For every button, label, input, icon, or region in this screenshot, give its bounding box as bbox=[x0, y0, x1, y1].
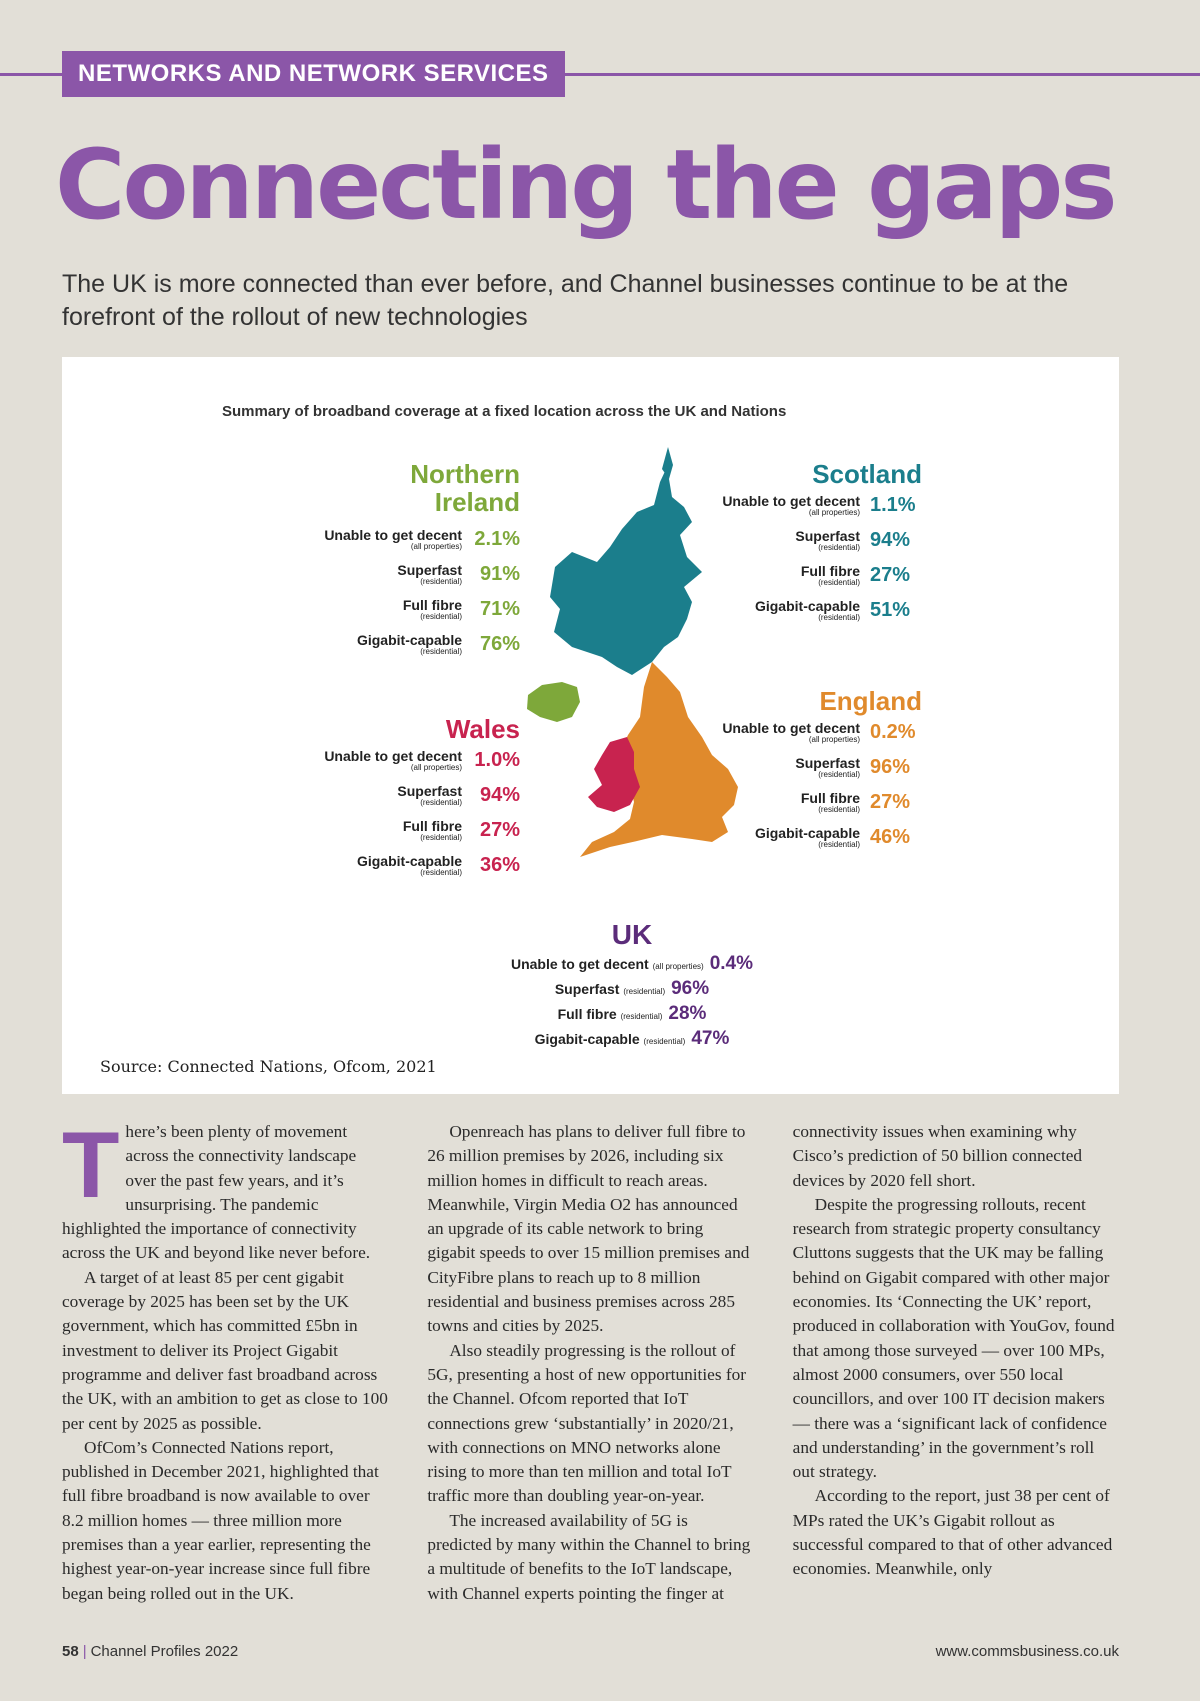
paragraph: Despite the progressing rollouts, recent research from strategic property consultancy Cluttons suggests that the UK may be falling behind on Gigabit compared with other major economies. Its ‘Connecting the UK’ report, produced in collaboration with YouGov, found that among those surveyed — over 100 MPs, almost 2000 consumers, over 550 local councillors, and over 100 IT decision makers — there was a ‘significant lack of confidence and understanding’ in the government’s roll out strategy. bbox=[792, 1194, 1115, 1482]
section-tag: NETWORKS AND NETWORK SERVICES bbox=[62, 51, 565, 97]
england-block bbox=[702, 687, 922, 855]
scotland-block bbox=[702, 460, 922, 628]
england-row-fullfibre: Full fibre (residential) 27% bbox=[702, 785, 922, 820]
paragraph: There’s been plenty of movement across the connectivity landscape over the past few years, and it’s unsurprising. The pandemic highlighted the importance of connectivity across the UK and beyond like never before. bbox=[62, 1112, 371, 1263]
scotland-row-unable: Unable to get decent (all properties) 1.1% bbox=[702, 488, 922, 523]
figure-source: Source: Connected Nations, Ofcom, 2021 bbox=[100, 1057, 437, 1076]
england-row-unable: Unable to get decent (all properties) 0.2% bbox=[702, 715, 922, 750]
england-superfast-value: 96% bbox=[870, 756, 911, 778]
paragraph: The increased availability of 5G is predicted by many within the Channel to bring a multitude of benefits to the IoT landscape, with Channel experts pointing the finger at connectivity issues when examining why Cisco’s prediction of 50 billion connected devices by 2020 fell short. bbox=[427, 1122, 1083, 1603]
ni-row-superfast: Superfast (residential) 91% bbox=[397, 562, 520, 586]
paragraph: OfCom’s Connected Nations report, published in December 2021, highlighted that full fibre broadband is now available to over 8.2 million homes — three million more premises than a year earlier, representing the highest year-on-year increase since full fibre began being rolled out in the UK. bbox=[62, 1437, 379, 1603]
footer-url[interactable]: www.commsbusiness.co.uk bbox=[935, 1643, 1119, 1660]
paragraph: A target of at least 85 per cent gigabit coverage by 2025 has been set by the UK government, which has committed £5bn in investment to deliver its Project Gigabit programme and deliver fast broadband across the UK, with an ambition to get as close to 100 per cent by 2025 as possible. bbox=[62, 1267, 388, 1433]
paragraph: Also steadily progressing is the rollout of 5G, presenting a host of new opportunities for the Channel. Ofcom reported that IoT connections grew ‘substantially’ in 2020/21, with connections on MNO networks alone rising to more than ten million and total IoT traffic more than doubling year-on-year. bbox=[427, 1340, 747, 1506]
wales-unable-value: 1.0% bbox=[474, 749, 520, 771]
england-fullfibre-value: 27% bbox=[870, 791, 911, 813]
uk-fullfibre-value: 28% bbox=[668, 1003, 707, 1024]
ni-name: Northern Ireland bbox=[410, 459, 520, 517]
ni-unable-value: 2.1% bbox=[474, 528, 520, 550]
coverage-figure bbox=[62, 357, 1119, 1094]
ni-row-gigabit: Gigabit-capable (residential) 76% bbox=[356, 632, 520, 656]
dropcap: T bbox=[62, 1112, 120, 1217]
wales-row-unable: Unable to get decent (all properties) 1.0% bbox=[324, 748, 520, 772]
england-unable-value: 0.2% bbox=[870, 721, 916, 743]
wales-name: Wales bbox=[445, 714, 520, 744]
scotland-fullfibre-value: 27% bbox=[870, 564, 911, 586]
wales-superfast-value: 94% bbox=[479, 784, 520, 806]
england-gigabit-value: 46% bbox=[870, 826, 911, 848]
northern-ireland-block bbox=[312, 460, 520, 662]
map-wales bbox=[588, 737, 640, 812]
ni-row-fullfibre: Full fibre (residential) 71% bbox=[402, 597, 520, 621]
england-name: England bbox=[819, 686, 922, 716]
wales-gigabit-value: 36% bbox=[479, 854, 520, 876]
ni-superfast-value: 91% bbox=[479, 563, 520, 585]
england-row-superfast: Superfast (residential) 96% bbox=[702, 750, 922, 785]
scotland-row-superfast: Superfast (residential) 94% bbox=[702, 523, 922, 558]
page-number: 58 bbox=[62, 1643, 79, 1660]
figure-title: Summary of broadband coverage at a fixed location across the UK and Nations bbox=[222, 403, 787, 420]
page-title: Connecting the gaps bbox=[55, 129, 1115, 241]
uk-name: UK bbox=[611, 919, 653, 950]
ni-gigabit-value: 76% bbox=[479, 633, 520, 655]
paragraph: According to the report, just 38 per cent of MPs rated the UK’s Gigabit rollout as successful compared to that of other advanced economies. Meanwhile, only bbox=[792, 1486, 1113, 1579]
map-northern-ireland bbox=[527, 682, 580, 722]
uk-block bbox=[422, 919, 842, 1051]
uk-row-unable: Unable to get decent (all properties) 0.4% bbox=[510, 953, 754, 974]
wales-row-fullfibre: Full fibre (residential) 27% bbox=[402, 818, 520, 842]
uk-row-fullfibre: Full fibre (residential) 28% bbox=[557, 1003, 707, 1024]
footer-left: 58 | Channel Profiles 2022 bbox=[62, 1643, 239, 1660]
scotland-superfast-value: 94% bbox=[870, 529, 911, 551]
map-scotland bbox=[550, 467, 702, 675]
ni-fullfibre-value: 71% bbox=[479, 598, 520, 620]
scotland-unable-value: 1.1% bbox=[870, 494, 916, 516]
uk-row-superfast: Superfast (residential) 96% bbox=[554, 978, 710, 999]
article-body bbox=[62, 1112, 1119, 1610]
uk-unable-value: 0.4% bbox=[709, 953, 754, 974]
subtitle: The UK is more connected than ever before, and Channel businesses continue to be at the forefront of the rollout of new technologies bbox=[62, 270, 1069, 331]
wales-row-gigabit: Gigabit-capable (residential) 36% bbox=[356, 853, 520, 877]
ni-row-unable: Unable to get decent (all properties) 2.1% bbox=[324, 527, 520, 551]
scotland-row-fullfibre: Full fibre (residential) 27% bbox=[702, 558, 922, 593]
scotland-row-gigabit: Gigabit-capable (residential) 51% bbox=[702, 593, 922, 628]
wales-row-superfast: Superfast (residential) 94% bbox=[397, 783, 520, 807]
publication-name: Channel Profiles 2022 bbox=[90, 1643, 239, 1660]
wales-fullfibre-value: 27% bbox=[479, 819, 520, 841]
scotland-gigabit-value: 51% bbox=[870, 599, 911, 621]
scotland-name: Scotland bbox=[812, 459, 922, 489]
uk-gigabit-value: 47% bbox=[691, 1028, 730, 1049]
paragraph: Openreach has plans to deliver full fibre to 26 million premises by 2026, including six million homes in difficult to reach areas. Meanwhile, Virgin Media O2 has announced an upgrade of its cable network to bring gigabit speeds to over 15 million premises and CityFibre plans to reach up to 8 million residential and business premises across 285 towns and cities by 2025. bbox=[427, 1122, 750, 1336]
wales-block bbox=[312, 715, 520, 883]
uk-superfast-value: 96% bbox=[671, 978, 710, 999]
england-row-gigabit: Gigabit-capable (residential) 46% bbox=[702, 820, 922, 855]
uk-row-gigabit: Gigabit-capable (residential) 47% bbox=[534, 1028, 730, 1049]
